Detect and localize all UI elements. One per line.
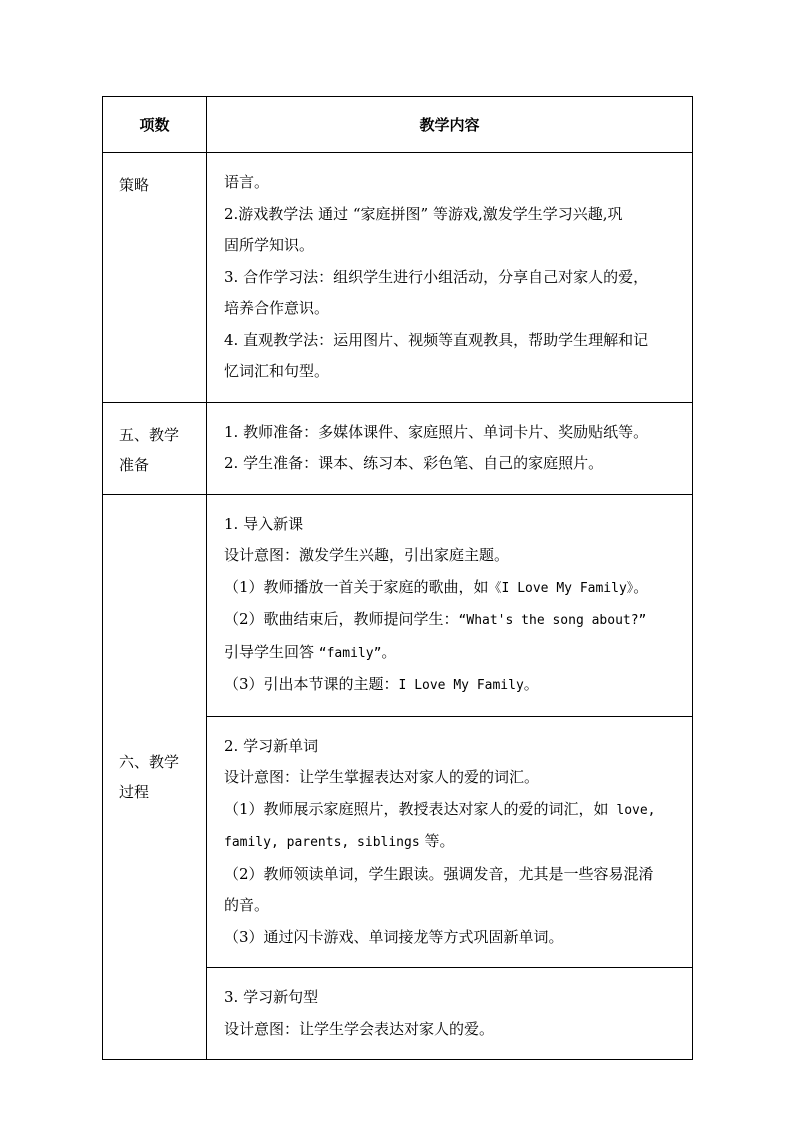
step2-activity-3: （3）通过闪卡游戏、单词接龙等方式巩固新单词。: [224, 927, 564, 946]
step1-content: [207, 494, 693, 716]
strategy-line: 语言。: [224, 173, 270, 191]
header-row: [103, 97, 693, 153]
prep-content: [207, 402, 693, 494]
step3-title: 3. 学习新句型: [224, 988, 319, 1006]
strategy-line: 忆词汇和句型。: [224, 362, 330, 380]
strategy-line: 固所学知识。: [224, 236, 315, 254]
process-label-line2: 过程: [119, 782, 150, 801]
step1-activity-3: （3）引出本节课的主题：I Love My Family。: [224, 675, 539, 693]
lesson-plan-table: [102, 96, 693, 1060]
step2-activity-1: （1）教师展示家庭照片，教授表达对家人的爱的词汇，如 love,: [224, 799, 656, 818]
strategy-line: 2.游戏教学法 通过 “家庭拼图” 等游戏,激发学生学习兴趣,巩: [224, 204, 623, 223]
step1-activity-1: （1）教师播放一首关于家庭的歌曲，如《I Love My Family》。: [224, 577, 649, 596]
step2-activity-1-cont: family, parents, siblings 等。: [224, 832, 455, 850]
strategy-line: 3. 合作学习法：组织学生进行小组活动，分享自己对家人的爱，: [224, 267, 649, 286]
header-item-column: 项数: [103, 97, 207, 153]
step2-title: 2. 学习新单词: [224, 736, 319, 755]
step2-content: [207, 716, 693, 968]
prep-line: 2. 学生准备：课本、练习本、彩色笔、自己的家庭照片。: [224, 454, 604, 472]
step2-activity-2-cont: 的音。: [224, 896, 270, 914]
step1-activity-2: （2）歌曲结束后，教师提问学生：“What's the song about?”: [224, 610, 647, 628]
strategy-line: 4. 直观教学法：运用图片、视频等直观教具，帮助学生理解和记: [224, 330, 649, 349]
step1-activity-2-cont: 引导学生回答 “family”。: [224, 642, 397, 661]
prep-label-line2: 准备: [119, 455, 150, 474]
process-label-line1: 六、教学: [119, 752, 180, 771]
process-row-1: [103, 494, 693, 716]
strategy-label: 策略: [103, 153, 207, 403]
step2-activity-2: （2）教师领读单词，学生跟读。强调发音，尤其是一些容易混淆: [224, 864, 654, 883]
strategy-line: 培养合作意识。: [224, 299, 330, 317]
prep-row: [103, 402, 693, 494]
prep-line: 1. 教师准备：多媒体课件、家庭照片、单词卡片、奖励贴纸等。: [224, 422, 649, 441]
process-label: [103, 494, 207, 1060]
step2-intent: 设计意图：让学生掌握表达对家人的爱的词汇。: [224, 768, 540, 786]
step3-content: [207, 968, 693, 1060]
prep-label: [103, 402, 207, 494]
step1-title: 1. 导入新课: [224, 514, 304, 533]
strategy-content: [207, 153, 693, 403]
prep-label-line1: 五、教学: [119, 425, 180, 444]
header-content-column: 教学内容: [207, 97, 693, 153]
strategy-row: [103, 153, 693, 403]
step1-intent: 设计意图：激发学生兴趣，引出家庭主题。: [224, 546, 510, 564]
step3-intent: 设计意图：让学生学会表达对家人的爱。: [224, 1019, 495, 1038]
